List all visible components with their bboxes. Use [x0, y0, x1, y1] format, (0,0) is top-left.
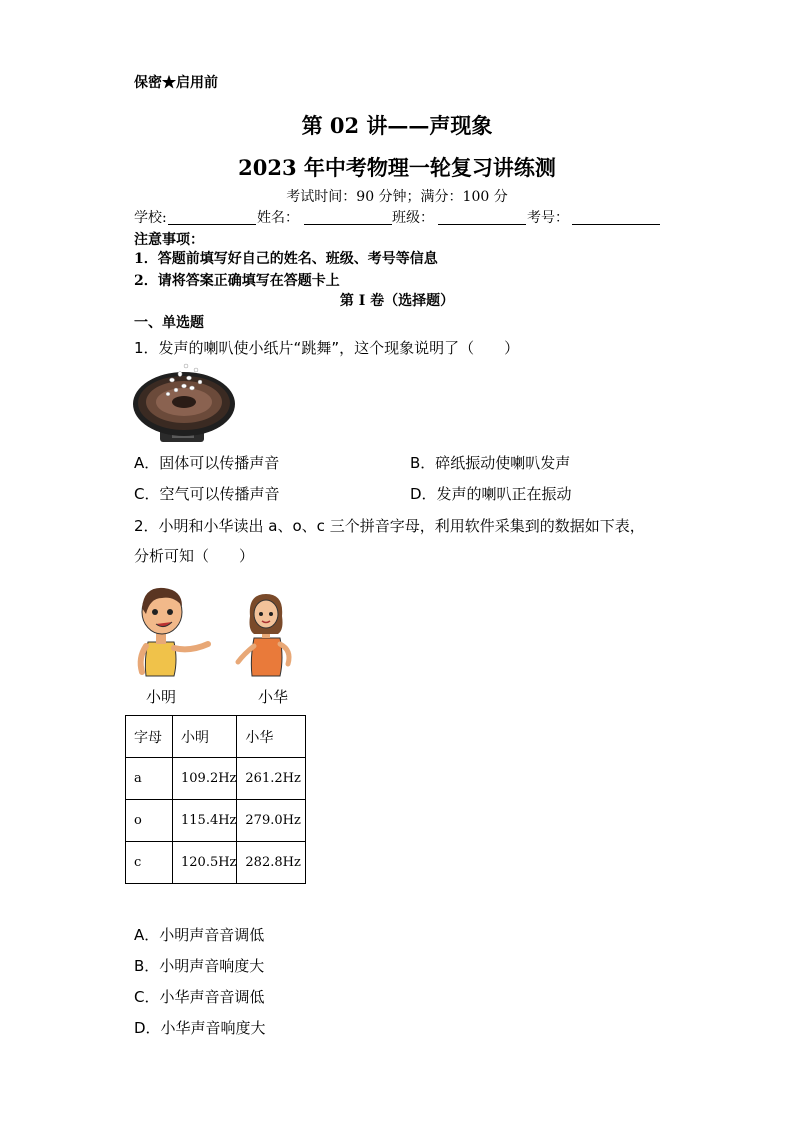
page-title: 第 02 讲——声现象	[301, 113, 493, 138]
number-field[interactable]	[572, 224, 660, 225]
exam-info: 考试时间：90 分钟；满分：100 分	[286, 189, 508, 205]
class-field[interactable]	[438, 224, 526, 225]
table-header-row	[126, 716, 306, 758]
page-subtitle: 2023 年中考物理一轮复习讲练测	[238, 155, 556, 180]
question-1-stem: 1．发声的喇叭使小纸片“跳舞”，这个现象说明了（ ）	[134, 339, 520, 357]
question-2-option-c[interactable]: C．小华声音音调低	[134, 988, 265, 1006]
girl-illustration	[236, 590, 306, 680]
table-cell: 109.2Hz	[173, 758, 237, 800]
table-row	[126, 842, 306, 884]
girl-name: 小华	[258, 688, 289, 706]
question-2-stem-line1: 2．小明和小华读出 a、o、c 三个拼音字母，利用软件采集到的数据如下表，	[134, 517, 645, 535]
volume-title: 第 I 卷（选择题）	[339, 293, 455, 309]
section-title: 一、单选题	[134, 315, 204, 331]
question-2-option-b[interactable]: B．小明声音响度大	[134, 957, 265, 975]
table-cell: 261.2Hz	[237, 758, 306, 800]
question-1-option-a[interactable]: A．固体可以传播声音	[134, 454, 280, 472]
table-header-cell: 小华	[237, 716, 306, 758]
confidential-label: 保密★启用前	[134, 75, 218, 91]
boy-illustration	[134, 580, 216, 680]
question-1-option-d[interactable]: D．发声的喇叭正在振动	[410, 485, 572, 503]
question-1-option-c[interactable]: C．空气可以传播声音	[134, 485, 280, 503]
number-label: 考号：	[527, 210, 569, 226]
table-header-cell: 小明	[173, 716, 237, 758]
school-field[interactable]	[168, 224, 256, 225]
question-1-option-b[interactable]: B．碎纸振动使喇叭发声	[410, 454, 571, 472]
table-cell: c	[126, 842, 173, 884]
school-label: 学校:	[134, 210, 167, 226]
table-header-cell: 字母	[126, 716, 173, 758]
table-cell: 279.0Hz	[237, 800, 306, 842]
speaker-image	[132, 360, 238, 446]
table-cell: 120.5Hz	[173, 842, 237, 884]
table-cell: 115.4Hz	[173, 800, 237, 842]
name-label: 姓名：	[257, 210, 299, 226]
notice-heading: 注意事项：	[134, 232, 204, 248]
notice-item: 1．答题前填写好自己的姓名、班级、考号等信息	[134, 251, 438, 267]
class-label: 班级：	[392, 210, 434, 226]
question-2-stem-line2: 分析可知（ ）	[134, 547, 255, 565]
question-2-option-d[interactable]: D．小华声音响度大	[134, 1019, 266, 1037]
frequency-table	[125, 715, 306, 884]
question-2-option-a[interactable]: A．小明声音音调低	[134, 926, 265, 944]
table-cell: a	[126, 758, 173, 800]
name-field[interactable]	[304, 224, 392, 225]
table-cell: 282.8Hz	[237, 842, 306, 884]
notice-item: 2．请将答案正确填写在答题卡上	[134, 273, 340, 289]
table-row	[126, 758, 306, 800]
table-row	[126, 800, 306, 842]
table-cell: o	[126, 800, 173, 842]
boy-name: 小明	[146, 688, 177, 706]
